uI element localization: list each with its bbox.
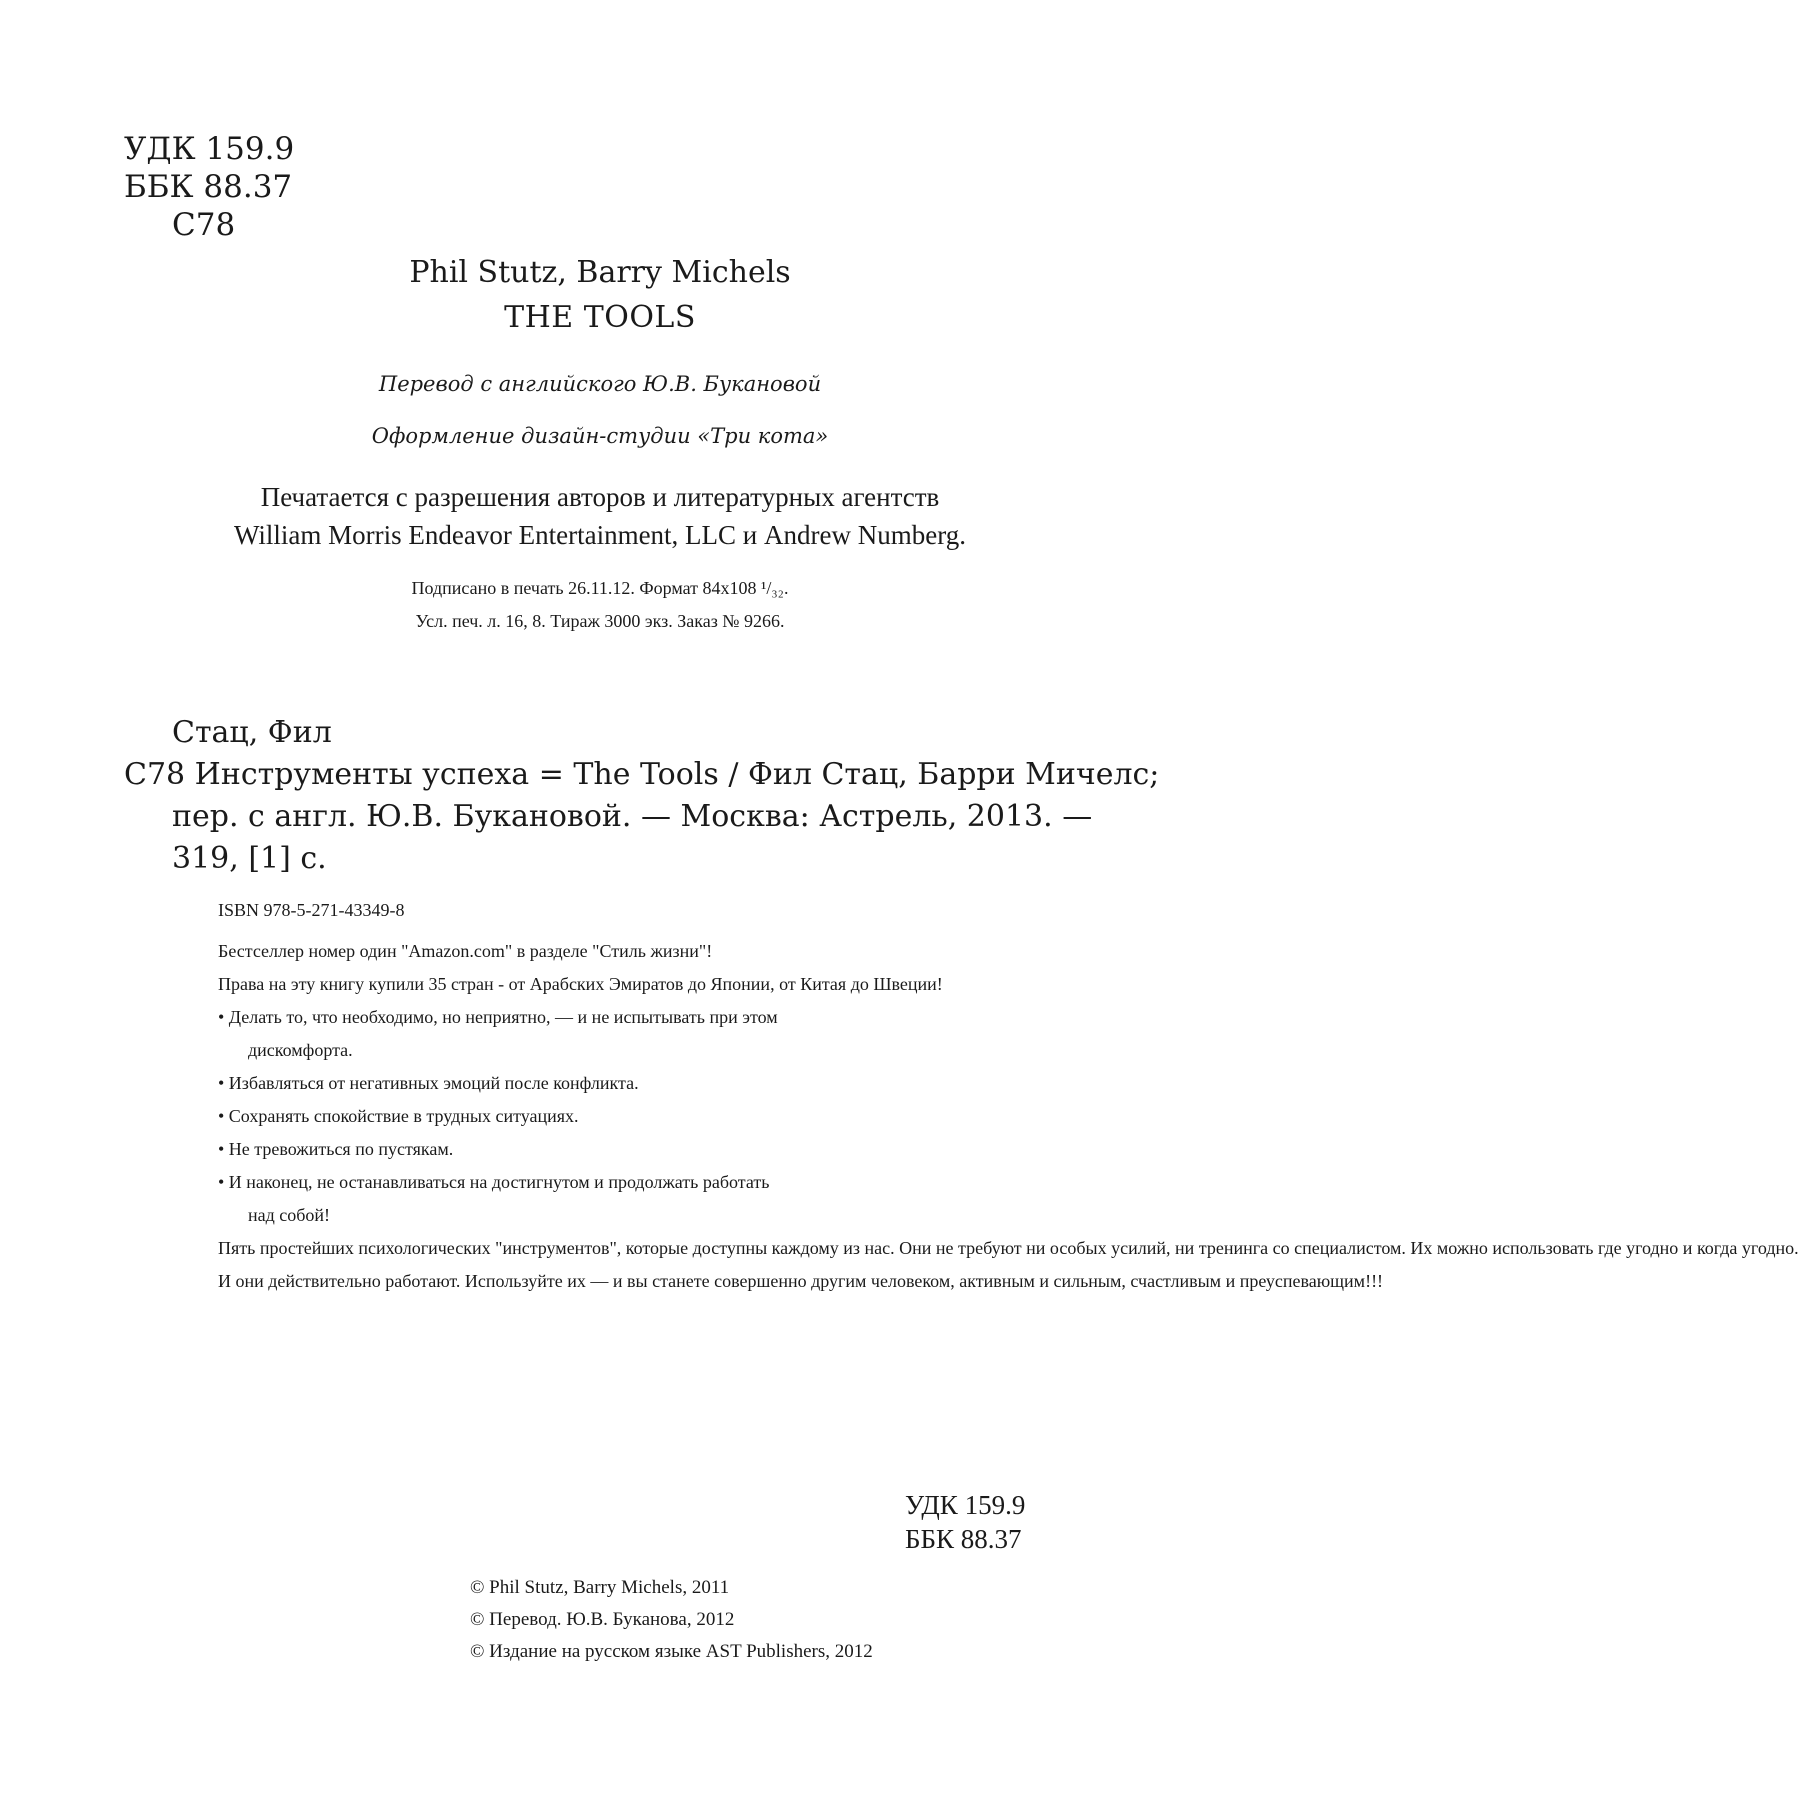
annotation-paragraph-2: Права на эту книгу купили 35 стран - от Арабских Эмиратов до Японии, от Китая до Швеции!	[218, 974, 943, 994]
copyright-block	[470, 1572, 873, 1668]
bbk-code: ББК 88.37	[905, 1524, 1022, 1554]
copyright-line-2: © Перевод. Ю.В. Буканова, 2012	[470, 1609, 735, 1630]
annotation-paragraph-3: Пять простейших психологических "инструментов", которые доступны каждому из нас. Они не требуют ни особых усилий, ни тренинга со специалистом. Их можно использовать где угодно и когда угодно.	[218, 1238, 1799, 1258]
bullet-text: • Не тревожиться по пустякам.	[218, 1139, 454, 1159]
bullet-continuation: дискомфорта.	[248, 1040, 353, 1060]
bullet-text: • И наконец, не останавливаться на достигнутом и продолжать работать	[218, 1172, 770, 1192]
annotation-bullet	[188, 1067, 1068, 1100]
annotation-bullet	[188, 1166, 1068, 1232]
annotation-bullet	[188, 1133, 1068, 1166]
copyright-line-1: © Phil Stutz, Barry Michels, 2011	[470, 1577, 730, 1598]
bullet-text: • Избавляться от негативных эмоций после конфликта.	[218, 1073, 639, 1093]
bbk-code: ББК 88.37	[124, 169, 293, 205]
udk-code: УДК 159.9	[905, 1490, 1026, 1520]
udk-code: УДК 159.9	[124, 131, 295, 167]
bibliographic-record	[124, 712, 1160, 880]
bullet-continuation: над собой!	[248, 1205, 331, 1225]
classification-block-bottom	[905, 1488, 1025, 1556]
annotation-paragraph-1: Бестселлер номер один "Amazon.com" в разделе "Стиль жизни"!	[218, 941, 713, 961]
biblio-pages-line: 319, [1] с.	[172, 841, 327, 876]
permission-notice	[0, 478, 1200, 554]
translator-credit: Перевод с английского Ю.В. Букановой	[378, 372, 822, 396]
original-authors: Phil Stutz, Barry Michels	[409, 255, 791, 290]
permission-line-2: William Morris Endeavor Entertainment, LLC и Andrew Numberg.	[234, 520, 966, 550]
isbn: ISBN 978-5-271-43349-8	[218, 900, 405, 920]
annotation	[188, 935, 1799, 1298]
annotation-bullet	[188, 1001, 1068, 1067]
copyright-line-3: © Издание на русском языке AST Publishers, 2012	[470, 1641, 873, 1662]
printing-line-1: Подписано в печать 26.11.12. Формат 84x108 ¹/₃₂.	[411, 578, 789, 598]
printing-details	[0, 572, 1200, 638]
annotation-bullet	[188, 1100, 1068, 1133]
original-title: THE TOOLS	[504, 300, 696, 335]
permission-line-1: Печатается с разрешения авторов и литературных агентств	[260, 482, 940, 512]
biblio-author: Стац, Фил	[172, 715, 332, 750]
design-credit: Оформление дизайн-студии «Три кота»	[371, 424, 829, 448]
biblio-title-line: С78 Инструменты успеха = The Tools / Фил Стац, Барри Мичелс;	[124, 757, 1160, 792]
biblio-publication-line: пер. с англ. Ю.В. Букановой. — Москва: Астрель, 2013. —	[172, 799, 1093, 834]
bullet-text: • Делать то, что необходимо, но неприятно, — и не испытывать при этом	[218, 1007, 778, 1027]
annotation-paragraph-4: И они действительно работают. Используйте их — и вы станете совершенно другим человеком, активным и сильным, счастливым и преуспевающим!!!	[218, 1271, 1384, 1291]
printing-line-2: Усл. печ. л. 16, 8. Тираж 3000 экз. Заказ № 9266.	[415, 611, 785, 631]
bullet-text: • Сохранять спокойствие в трудных ситуациях.	[218, 1106, 579, 1126]
author-mark: С78	[172, 207, 236, 243]
classification-block-top	[124, 130, 294, 244]
